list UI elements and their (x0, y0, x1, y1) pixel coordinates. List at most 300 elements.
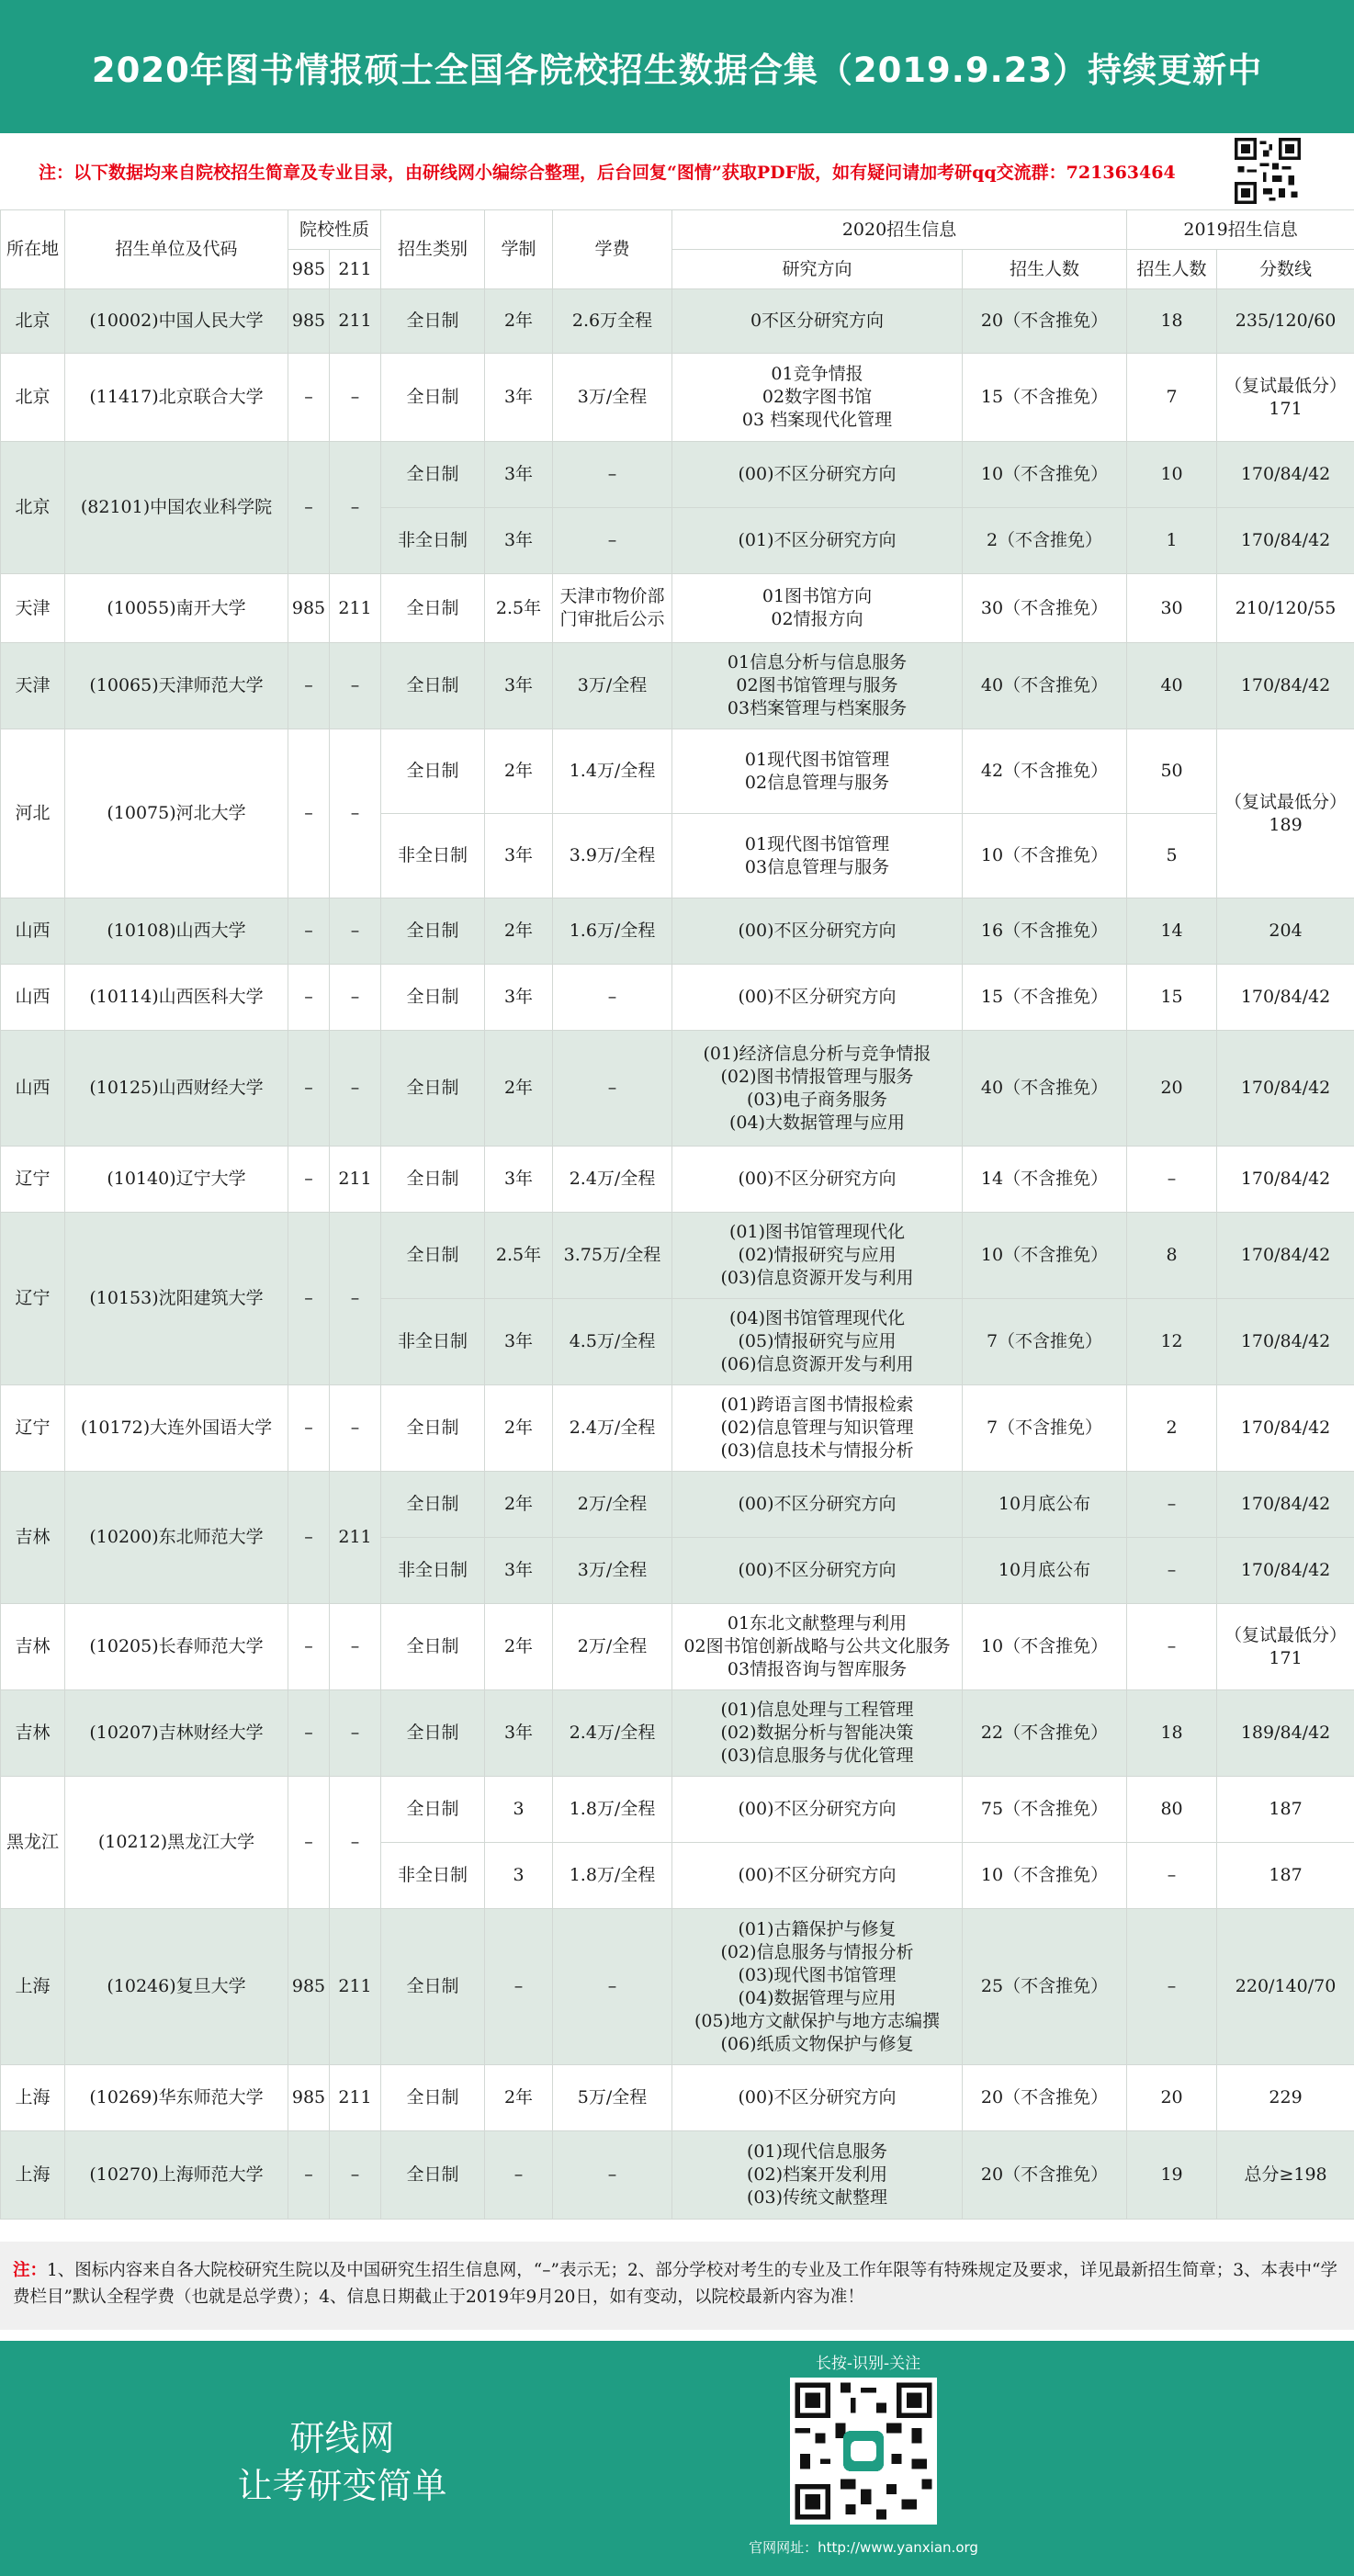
direction-cell (672, 1604, 963, 1690)
direction-cell-line: (01)跨语言图书情报检索 (720, 1395, 914, 1415)
direction-cell-line: 03档案管理与档案服务 (727, 698, 908, 718)
tag-211-cell: – (330, 442, 381, 574)
score-cell: 170/84/42 (1217, 508, 1354, 574)
study-type-cell: 非全日制 (381, 1538, 485, 1604)
count-2019-cell: 30 (1127, 574, 1217, 643)
tag-985-cell: – (288, 643, 330, 729)
study-type-cell: 全日制 (381, 898, 485, 965)
direction-cell (672, 1213, 963, 1299)
location-cell: 吉林 (1, 1472, 65, 1604)
table-row (1, 2131, 1354, 2220)
school-cell: (10125)山西财经大学 (65, 1031, 288, 1147)
fee-cell: 3万/全程 (553, 354, 672, 442)
study-type-cell: 全日制 (381, 2065, 485, 2131)
col-info-2019: 2019招生信息 (1127, 210, 1354, 250)
direction-cell (672, 1385, 963, 1472)
tag-211-cell: – (330, 1031, 381, 1147)
count-2019-cell: – (1127, 1604, 1217, 1690)
count-2020-cell: 30（不含推免） (963, 574, 1127, 643)
direction-cell (672, 2131, 963, 2220)
fee-cell-line: 门审批后公示 (559, 609, 665, 629)
tag-211-cell: – (330, 1777, 381, 1909)
count-2019-cell: 8 (1127, 1213, 1217, 1299)
direction-cell (672, 442, 963, 508)
direction-cell (672, 1147, 963, 1213)
direction-cell-line: (04)数据管理与应用 (738, 1987, 897, 2008)
study-type-cell: 非全日制 (381, 508, 485, 574)
direction-cell-line: (02)数据分析与智能决策 (720, 1723, 914, 1743)
count-2019-cell: – (1127, 1843, 1217, 1909)
direction-cell-line: (01)古籍保护与修复 (738, 1918, 897, 1939)
table-row (1, 1472, 1354, 1538)
study-type-cell: 全日制 (381, 1472, 485, 1538)
fee-cell: 3万/全程 (553, 1538, 672, 1604)
location-cell: 山西 (1, 965, 65, 1031)
count-2019-cell: 40 (1127, 643, 1217, 729)
fee-cell: 4.5万/全程 (553, 1299, 672, 1385)
count-2019-cell: 15 (1127, 965, 1217, 1031)
tag-985-cell: 985 (288, 2065, 330, 2131)
tag-211-cell: – (330, 1604, 381, 1690)
direction-cell-line: (04)图书馆管理现代化 (729, 1308, 906, 1328)
duration-cell: 2年 (485, 1472, 553, 1538)
direction-cell-line: (04)大数据管理与应用 (729, 1112, 906, 1133)
school-cell: (10207)吉林财经大学 (65, 1690, 288, 1777)
direction-cell-line: (03)信息资源开发与利用 (720, 1268, 914, 1288)
direction-cell (672, 1843, 963, 1909)
school-cell: (10002)中国人民大学 (65, 289, 288, 354)
header-banner (0, 0, 1354, 133)
direction-cell-line: (01)信息处理与工程管理 (720, 1700, 914, 1720)
fee-cell-line: 天津市物价部 (559, 586, 665, 606)
direction-cell-line: 0不区分研究方向 (750, 311, 885, 331)
site-url: 官网网址：http://www.yanxian.org (749, 2539, 978, 2556)
study-type-cell: 全日制 (381, 1213, 485, 1299)
col-school: 招生单位及代码 (65, 210, 288, 289)
direction-cell-line: 02图书馆创新战略与公共文化服务 (683, 1636, 951, 1656)
count-2019-cell: 18 (1127, 289, 1217, 354)
duration-cell: 2年 (485, 1604, 553, 1690)
score-cell: 170/84/42 (1217, 1538, 1354, 1604)
duration-cell: 3年 (485, 643, 553, 729)
study-type-cell: 全日制 (381, 2131, 485, 2220)
direction-cell-line: (00)不区分研究方向 (738, 1169, 897, 1189)
table-row (1, 965, 1354, 1031)
direction-cell-line: (06)纸质文物保护与修复 (720, 2033, 914, 2054)
school-cell: (10065)天津师范大学 (65, 643, 288, 729)
count-2019-cell: 80 (1127, 1777, 1217, 1843)
direction-cell-line: (01)不区分研究方向 (738, 530, 897, 550)
duration-cell: 2年 (485, 289, 553, 354)
location-cell: 辽宁 (1, 1213, 65, 1385)
tag-985-cell: – (288, 965, 330, 1031)
table-row (1, 2065, 1354, 2131)
duration-cell: 3 (485, 1777, 553, 1843)
page-title: 2020年图书情报硕士全国各院校招生数据合集（2019.9.23）持续更新中 (91, 50, 1263, 90)
count-2020-cell: 75（不含推免） (963, 1777, 1127, 1843)
tag-211-cell: 211 (330, 1472, 381, 1604)
school-cell: (10114)山西医科大学 (65, 965, 288, 1031)
count-2020-cell: 25（不含推免） (963, 1909, 1127, 2065)
direction-cell-line: (05)地方文献保护与地方志编撰 (694, 2010, 941, 2031)
direction-cell (672, 1299, 963, 1385)
count-2019-cell: – (1127, 1909, 1217, 2065)
tag-211-cell: – (330, 1385, 381, 1472)
count-2020-cell: 10月底公布 (963, 1472, 1127, 1538)
direction-cell-line: 02图书馆管理与服务 (736, 675, 898, 695)
direction-cell-line: 03信息管理与服务 (744, 856, 890, 877)
direction-cell-line: 02数字图书馆 (762, 387, 873, 407)
direction-cell-line: (01)图书馆管理现代化 (729, 1222, 906, 1242)
table-row (1, 1213, 1354, 1299)
count-2019-cell: 5 (1127, 814, 1217, 898)
tag-211-cell: – (330, 1213, 381, 1385)
duration-cell: 3年 (485, 814, 553, 898)
study-type-cell: 全日制 (381, 1777, 485, 1843)
score-cell: 204 (1217, 898, 1354, 965)
count-2019-cell: 18 (1127, 1690, 1217, 1777)
direction-cell-line: (00)不区分研究方向 (738, 1799, 897, 1819)
table-row (1, 729, 1354, 814)
direction-cell (672, 1472, 963, 1538)
count-2020-cell: 20（不含推免） (963, 2131, 1127, 2220)
tag-985-cell: – (288, 1147, 330, 1213)
school-cell: (82101)中国农业科学院 (65, 442, 288, 574)
duration-cell: – (485, 1909, 553, 2065)
score-cell: 220/140/70 (1217, 1909, 1354, 2065)
direction-cell (672, 898, 963, 965)
count-2019-cell: 2 (1127, 1385, 1217, 1472)
table-row (1, 643, 1354, 729)
table-row (1, 289, 1354, 354)
direction-cell-line: (00)不区分研究方向 (738, 464, 897, 484)
count-2020-cell: 10（不含推免） (963, 814, 1127, 898)
score-cell: 229 (1217, 2065, 1354, 2131)
study-type-cell: 非全日制 (381, 814, 485, 898)
duration-cell: 3 (485, 1843, 553, 1909)
location-cell: 山西 (1, 898, 65, 965)
table-row (1, 1909, 1354, 2065)
school-cell: (10212)黑龙江大学 (65, 1777, 288, 1909)
count-2020-cell: 22（不含推免） (963, 1690, 1127, 1777)
tag-985-cell: – (288, 1385, 330, 1472)
score-cell-line: 171 (1269, 1647, 1303, 1668)
count-2020-cell: 20（不含推免） (963, 2065, 1127, 2131)
fee-cell: 3.75万/全程 (553, 1213, 672, 1299)
col-type: 招生类别 (381, 210, 485, 289)
footnote (0, 2242, 1354, 2330)
location-cell: 北京 (1, 289, 65, 354)
table-body (1, 289, 1354, 2220)
table-row (1, 898, 1354, 965)
tag-211-cell: 211 (330, 2065, 381, 2131)
table-row (1, 1777, 1354, 1843)
tag-211-cell: – (330, 898, 381, 965)
school-cell: (10108)山西大学 (65, 898, 288, 965)
score-cell-line: 171 (1269, 398, 1303, 419)
count-2020-cell: 40（不含推免） (963, 1031, 1127, 1147)
count-2020-cell: 10（不含推免） (963, 442, 1127, 508)
count-2019-cell: 19 (1127, 2131, 1217, 2220)
study-type-cell: 全日制 (381, 1147, 485, 1213)
notice-bar (0, 133, 1354, 209)
score-cell: 170/84/42 (1217, 442, 1354, 508)
table-row (1, 1604, 1354, 1690)
count-2020-cell: 10（不含推免） (963, 1213, 1127, 1299)
duration-cell: 3年 (485, 1299, 553, 1385)
table-row (1, 442, 1354, 508)
count-2020-cell: 42（不含推免） (963, 729, 1127, 814)
count-2019-cell: – (1127, 1538, 1217, 1604)
qr-caption: 长按-识别-关注 (815, 2355, 921, 2373)
location-cell: 吉林 (1, 1690, 65, 1777)
count-2020-cell: 10（不含推免） (963, 1843, 1127, 1909)
direction-cell-line: (00)不区分研究方向 (738, 1865, 897, 1885)
score-cell: 170/84/42 (1217, 1213, 1354, 1299)
direction-cell-line: (02)档案开发利用 (747, 2164, 888, 2185)
score-cell (1217, 354, 1354, 442)
school-cell: (10075)河北大学 (65, 729, 288, 898)
count-2020-cell: 7（不含推免） (963, 1299, 1127, 1385)
direction-cell-line: (03)信息服务与优化管理 (720, 1746, 914, 1766)
school-cell: (11417)北京联合大学 (65, 354, 288, 442)
direction-cell-line: 01现代图书馆管理 (744, 833, 890, 854)
school-cell: (10269)华东师范大学 (65, 2065, 288, 2131)
tag-985-cell: 985 (288, 289, 330, 354)
direction-cell (672, 1690, 963, 1777)
fee-cell: 5万/全程 (553, 2065, 672, 2131)
direction-cell-line: (02)图书情报管理与服务 (720, 1066, 914, 1087)
score-cell: 170/84/42 (1217, 1031, 1354, 1147)
location-cell: 上海 (1, 2065, 65, 2131)
school-cell: (10205)长春师范大学 (65, 1604, 288, 1690)
duration-cell: – (485, 2131, 553, 2220)
count-2020-cell: 7（不含推免） (963, 1385, 1127, 1472)
duration-cell: 2.5年 (485, 574, 553, 643)
col-count-2019: 招生人数 (1127, 250, 1217, 289)
study-type-cell: 全日制 (381, 965, 485, 1031)
fee-cell: 1.6万/全程 (553, 898, 672, 965)
duration-cell: 2.5年 (485, 1213, 553, 1299)
table-row (1, 354, 1354, 442)
direction-cell-line: (00)不区分研究方向 (738, 1494, 897, 1514)
direction-cell-line: (00)不区分研究方向 (738, 921, 897, 941)
study-type-cell: 全日制 (381, 1690, 485, 1777)
fee-cell: – (553, 508, 672, 574)
count-2019-cell: – (1127, 1147, 1217, 1213)
duration-cell: 3年 (485, 442, 553, 508)
col-score: 分数线 (1217, 250, 1354, 289)
score-cell: 170/84/42 (1217, 965, 1354, 1031)
location-cell: 山西 (1, 1031, 65, 1147)
direction-cell-line: (02)信息服务与情报分析 (720, 1941, 914, 1962)
study-type-cell: 全日制 (381, 1385, 485, 1472)
study-type-cell: 全日制 (381, 442, 485, 508)
score-cell: 170/84/42 (1217, 1147, 1354, 1213)
col-fee: 学费 (553, 210, 672, 289)
fee-cell: 2.6万全程 (553, 289, 672, 354)
score-cell: 170/84/42 (1217, 643, 1354, 729)
location-cell: 辽宁 (1, 1147, 65, 1213)
duration-cell: 2年 (485, 1031, 553, 1147)
direction-cell (672, 574, 963, 643)
tag-985-cell: – (288, 2131, 330, 2220)
direction-cell (672, 354, 963, 442)
count-2020-cell: 16（不含推免） (963, 898, 1127, 965)
direction-cell (672, 729, 963, 814)
score-cell: 总分≥198 (1217, 2131, 1354, 2220)
tag-211-cell: 211 (330, 1909, 381, 2065)
qr-code-icon (790, 2378, 937, 2525)
fee-cell: – (553, 2131, 672, 2220)
study-type-cell: 非全日制 (381, 1299, 485, 1385)
fee-cell (553, 574, 672, 643)
school-cell: (10246)复旦大学 (65, 1909, 288, 2065)
direction-cell-line: (01)现代信息服务 (747, 2141, 888, 2162)
direction-cell (672, 643, 963, 729)
tag-985-cell: – (288, 1690, 330, 1777)
admissions-table (0, 209, 1354, 2220)
tag-211-cell: – (330, 354, 381, 442)
tag-985-cell: – (288, 1472, 330, 1604)
count-2019-cell: – (1127, 1472, 1217, 1538)
count-2019-cell: 20 (1127, 2065, 1217, 2131)
duration-cell: 3年 (485, 1147, 553, 1213)
duration-cell: 3年 (485, 1538, 553, 1604)
brand-block (0, 2414, 684, 2510)
fee-cell: 1.4万/全程 (553, 729, 672, 814)
table-row (1, 1690, 1354, 1777)
study-type-cell: 非全日制 (381, 1843, 485, 1909)
fee-cell: – (553, 965, 672, 1031)
score-cell: 210/120/55 (1217, 574, 1354, 643)
direction-cell-line: (00)不区分研究方向 (738, 1560, 897, 1580)
tag-211-cell: 211 (330, 1147, 381, 1213)
qr-code-icon (1235, 138, 1301, 204)
school-cell: (10270)上海师范大学 (65, 2131, 288, 2220)
school-cell: (10200)东北师范大学 (65, 1472, 288, 1604)
direction-cell-line: (01)经济信息分析与竞争情报 (703, 1043, 931, 1064)
direction-cell-line: (03)传统文献整理 (747, 2187, 888, 2208)
count-2020-cell: 2（不含推免） (963, 508, 1127, 574)
score-cell-line: （复试最低分） (1224, 791, 1348, 812)
direction-cell-line: 02情报方向 (771, 609, 863, 629)
table-row (1, 1147, 1354, 1213)
direction-cell-line: (03)信息技术与情报分析 (720, 1441, 914, 1461)
count-2020-cell: 15（不含推免） (963, 354, 1127, 442)
direction-cell (672, 1538, 963, 1604)
footnote-lead: 注： (13, 2261, 48, 2280)
study-type-cell: 全日制 (381, 354, 485, 442)
duration-cell: 3年 (485, 1690, 553, 1777)
table-row (1, 574, 1354, 643)
direction-cell-line: 01现代图书馆管理 (744, 749, 890, 770)
col-nature: 院校性质 (288, 210, 381, 250)
direction-cell-line: 01图书馆方向 (762, 586, 873, 606)
fee-cell: 2.4万/全程 (553, 1147, 672, 1213)
direction-cell (672, 965, 963, 1031)
count-2019-cell: 10 (1127, 442, 1217, 508)
count-2019-cell: 50 (1127, 729, 1217, 814)
count-2020-cell: 10（不含推免） (963, 1604, 1127, 1690)
location-cell: 北京 (1, 354, 65, 442)
study-type-cell: 全日制 (381, 643, 485, 729)
direction-cell-line: (00)不区分研究方向 (738, 987, 897, 1007)
direction-cell-line: (03)现代图书馆管理 (738, 1964, 897, 1985)
location-cell: 天津 (1, 643, 65, 729)
score-cell-line: （复试最低分） (1224, 1624, 1348, 1645)
school-cell: (10153)沈阳建筑大学 (65, 1213, 288, 1385)
tag-211-cell: – (330, 643, 381, 729)
fee-cell: 2万/全程 (553, 1604, 672, 1690)
tag-211-cell: – (330, 965, 381, 1031)
score-cell: 187 (1217, 1843, 1354, 1909)
tag-985-cell: 985 (288, 574, 330, 643)
study-type-cell: 全日制 (381, 1031, 485, 1147)
direction-cell-line: (05)情报研究与应用 (738, 1331, 897, 1351)
score-cell: 189/84/42 (1217, 1690, 1354, 1777)
count-2020-cell: 10月底公布 (963, 1538, 1127, 1604)
direction-cell-line: (02)信息管理与知识管理 (720, 1418, 914, 1438)
fee-cell: 2.4万/全程 (553, 1385, 672, 1472)
study-type-cell: 全日制 (381, 729, 485, 814)
direction-cell (672, 1031, 963, 1147)
direction-cell (672, 508, 963, 574)
count-2020-cell: 40（不含推免） (963, 643, 1127, 729)
tag-985-cell: – (288, 354, 330, 442)
notice-text: 注：以下数据均来自院校招生简章及专业目录，由研线网小编综合整理，后台回复“图情”获取PDF版，如有疑问请加考研qq交流群：721363464 (39, 162, 1176, 183)
col-duration: 学制 (485, 210, 553, 289)
score-cell-line: 189 (1269, 814, 1303, 835)
tag-211-cell: 211 (330, 289, 381, 354)
location-cell: 上海 (1, 1909, 65, 2065)
score-cell: 170/84/42 (1217, 1299, 1354, 1385)
col-985: 985 (288, 250, 330, 289)
tag-985-cell: – (288, 1777, 330, 1909)
school-cell: (10055)南开大学 (65, 574, 288, 643)
direction-cell (672, 289, 963, 354)
school-cell: (10140)辽宁大学 (65, 1147, 288, 1213)
col-count-2020: 招生人数 (963, 250, 1127, 289)
table-row (1, 1031, 1354, 1147)
fee-cell: – (553, 1031, 672, 1147)
direction-cell (672, 2065, 963, 2131)
direction-cell (672, 1909, 963, 2065)
direction-cell-line: (03)电子商务服务 (747, 1089, 888, 1110)
score-cell: 170/84/42 (1217, 1472, 1354, 1538)
score-cell (1217, 729, 1354, 898)
school-cell: (10172)大连外国语大学 (65, 1385, 288, 1472)
tag-985-cell: – (288, 1031, 330, 1147)
direction-cell-line: 01东北文献整理与利用 (727, 1613, 908, 1633)
col-211: 211 (330, 250, 381, 289)
location-cell: 辽宁 (1, 1385, 65, 1472)
score-cell: 235/120/60 (1217, 289, 1354, 354)
tag-211-cell: – (330, 729, 381, 898)
count-2020-cell: 20（不含推免） (963, 289, 1127, 354)
score-cell: 170/84/42 (1217, 1385, 1354, 1472)
location-cell: 黑龙江 (1, 1777, 65, 1909)
footer-banner (0, 2341, 1354, 2576)
location-cell: 天津 (1, 574, 65, 643)
fee-cell: – (553, 1909, 672, 2065)
table-header (1, 210, 1354, 289)
duration-cell: 2年 (485, 729, 553, 814)
brand-slogan: 让考研变简单 (237, 2466, 447, 2506)
study-type-cell: 全日制 (381, 574, 485, 643)
duration-cell: 3年 (485, 354, 553, 442)
count-2020-cell: 15（不含推免） (963, 965, 1127, 1031)
